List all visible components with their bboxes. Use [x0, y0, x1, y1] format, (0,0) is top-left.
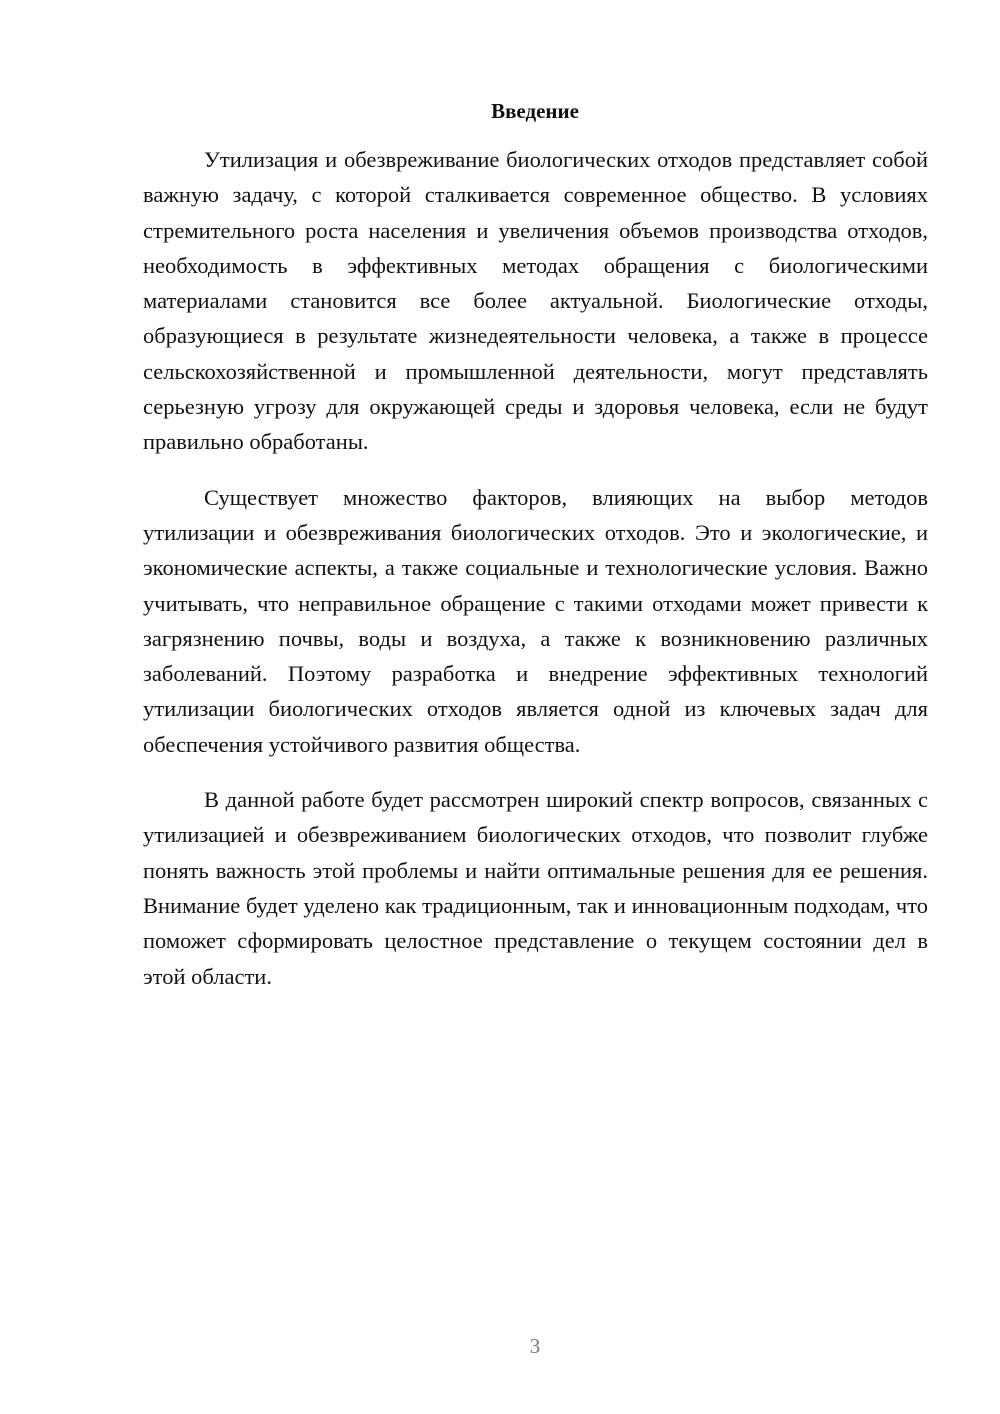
- section-title: Введение: [491, 99, 579, 123]
- page-number: 3: [529, 1334, 541, 1358]
- paragraph-2: Существует множество факторов, влияющих на выбор методов утилизации и обезвреживания биологических отходов. Это и экологические, и экономические аспекты, а также социальные и технологические условия. Важно учитывать, что неправильное обращение с такими отходами может привести к загрязнению почвы, воды и воздуха, а также к возникновению различных заболеваний. Поэтому разработка и внедрение эффективных технологий утилизации биологических отходов является одной из ключевых задач для обеспечения устойчивого развития общества.: [143, 484, 928, 757]
- body-text: [143, 142, 928, 994]
- paragraph-1: Утилизация и обезвреживание биологических отходов представляет собой важную задачу, с которой сталкивается современное общество. В условиях стремительного роста населения и увеличения объемов производства отходов, необходимость в эффективных методах обращения с биологическими материалами становится все более актуальной. Биологические отходы, образующиеся в результате жизнедеятельности человека, а также в процессе сельскохозяйственной и промышленной деятельности, могут представлять серьезную угрозу для окружающей среды и здоровья человека, если не будут правильно обработаны.: [143, 147, 928, 455]
- paragraph-3: В данной работе будет рассмотрен широкий спектр вопросов, связанных с утилизацией и обезвреживанием биологических отходов, что позволит глубже понять важность этой проблемы и найти оптимальные решения для ее решения. Внимание будет уделено как традиционным, так и инновационным подходам, что поможет сформировать целостное представление о текущем состоянии дел в этой области.: [143, 787, 928, 989]
